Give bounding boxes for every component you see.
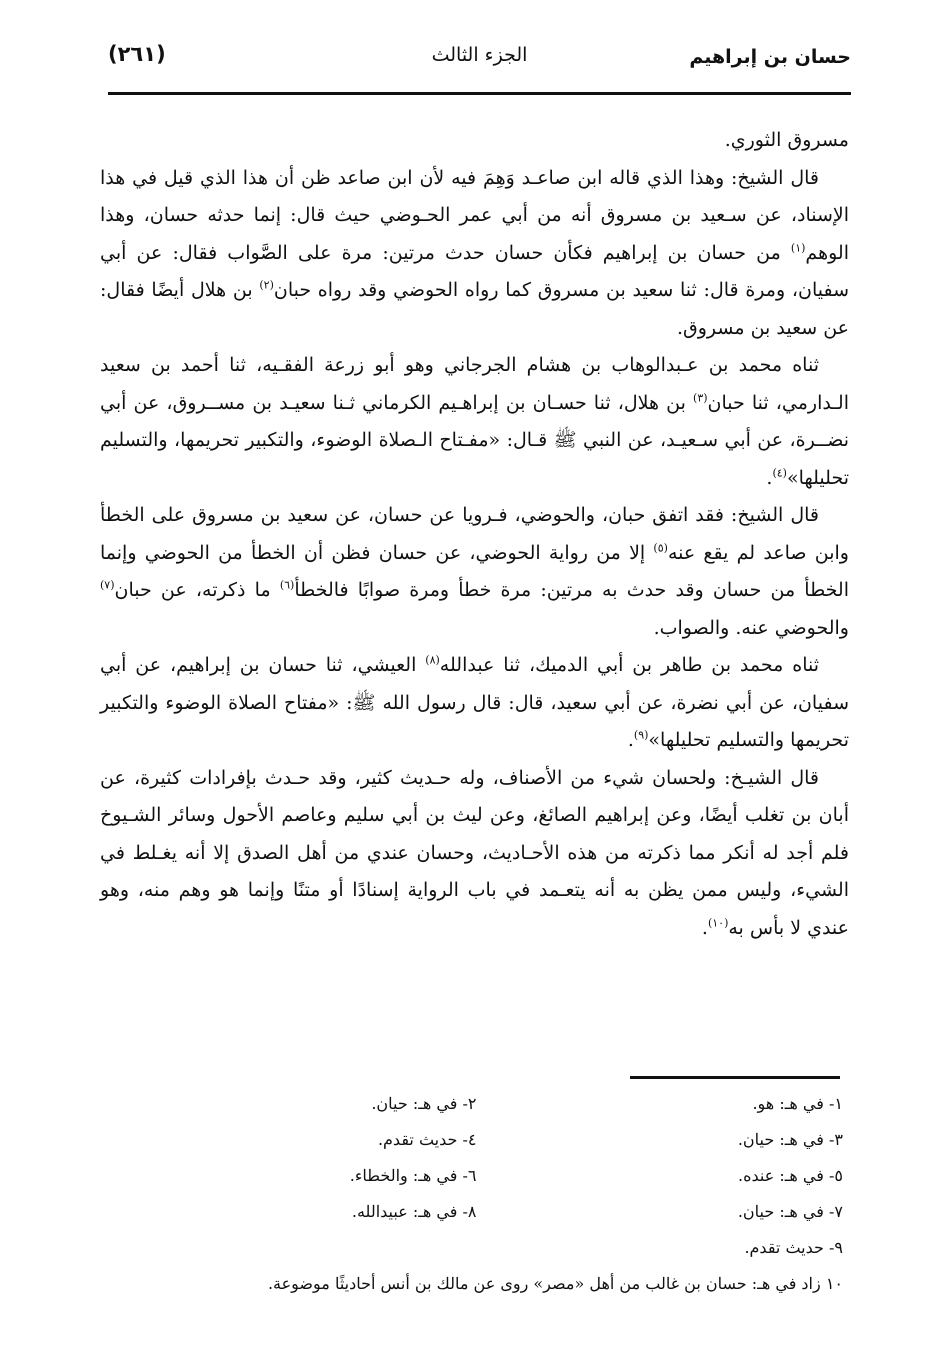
footnote-item: ٤- حديث تقدم. [377, 1130, 477, 1149]
paragraph [100, 160, 849, 348]
footnote-ref: (٢) [259, 278, 274, 292]
paragraph-text: . [627, 729, 634, 751]
paragraph-text: إلا من رواية الحوضي، عن حسان فظن أن الخطأ من الحوضي وإنما الخطأ من حسان وقد حدث به مرتين: مرة خطأ ومرة صوابًا فالخطأ [100, 541, 850, 601]
footnote-item: ٧- في هـ: حيان. [737, 1202, 843, 1221]
footnote-grid [110, 1092, 843, 1224]
paragraph-text: ما ذكرته، عن حبان [114, 579, 271, 601]
footnote-ref: (١٠) [707, 916, 729, 930]
page-number: (٢٦١) [108, 42, 166, 66]
running-title: حسان بن إبراهيم [689, 46, 851, 68]
paragraph-text: من حسان بن إبراهيم فكأن حسان حدث مرتين: مرة على الصَّواب فقال: عن أبي سفيان، ومرة قال: ثنا سعيد بن مسروق كما رواه الحوضي وقد رواه حبان [100, 241, 849, 301]
footnote-ref: (١) [790, 241, 806, 255]
main-text [100, 122, 849, 947]
footnote-item: ٥- في هـ: عنده. [738, 1166, 843, 1185]
footnote-item: ٨- في هـ: عبيدالله. [351, 1202, 477, 1221]
footnote-ref: (٨) [425, 653, 440, 667]
footnote-ref: (٣) [693, 391, 708, 405]
paragraph-text: ثناه محمد بن عـبدالوهاب بن هشام الجرجاني وهو أبو زرعة الفقـيه، ثنا أحمد بن سعيد الـدارمي، ثنا حبان [100, 354, 849, 414]
footnote-item: ٢- في هـ: حيان. [371, 1094, 477, 1113]
paragraph-text: . [701, 916, 708, 939]
footnote-item: ١- في هـ: هو. [752, 1094, 843, 1113]
paragraph [100, 122, 849, 160]
paragraph-text: قال الشيخ: وهذا الذي قاله ابن صاعـد وَهِمَ فيه لأن ابن صاعد ظن أن هذا الذي قيل في هذا الإسناد، عن سـعيد بن مسروق أنه من أبي عمر الحـوضي حيث قال: إنما حدثه حسان، وهذا الوهم [100, 166, 849, 264]
footnote-item: ١٠ زاد في هـ: حسان بن غالب من أهل «مصر» روى عن مالك بن أنس أحاديثًا موضوعة. [267, 1274, 843, 1293]
paragraph [100, 497, 849, 647]
paragraph-text: . [766, 466, 773, 489]
footnote-ref: (٤) [772, 466, 787, 480]
paragraph [100, 760, 849, 948]
paragraph-text: قال الشيخ: فقد اتفق حبان، والحوضي، فـرويا عن حسان، عن سعيد بن مسروق على الخطأ وابن صاعد لم يقع عنه [100, 504, 849, 564]
footnote-ref: (٦) [279, 578, 295, 592]
volume-label: الجزء الثالث [431, 44, 528, 66]
footnote-ref: (٩) [633, 728, 649, 742]
header-rule [108, 92, 851, 95]
paragraph-text: والحوضي عنه. والصواب. [653, 616, 849, 639]
paragraph [100, 347, 849, 497]
paragraph-text: ثناه محمد بن طاهر بن أبي الدميك، ثنا عبدالله [439, 654, 820, 676]
footnote-rule [630, 1076, 840, 1079]
footnote-item: ٦- في هـ: والخطاء. [349, 1166, 477, 1185]
paragraph-text: العيشي، ثنا حسان بن إبراهيم، عن أبي سفيان، عن أبي نضرة، عن أبي سعيد، قال: قال رسول الله ﷺ: «مفتاح الصلاة الوضوء والتكبير تحريمها والتسليم تحليلها» [100, 654, 849, 751]
footnote-ref: (٧) [100, 578, 115, 592]
paragraph-text: بن هلال أيضًا فقال: عن سعيد بن مسروق. [100, 279, 849, 339]
paragraph-text: مسروق الثوري. [724, 129, 849, 151]
paragraph-text: قال الشيـخ: ولحسان شيء من الأصناف، وله حـديث كثير، وقد حـدث بإفرادات كثيرة، عن أبان بن تغلب أيضًا، وعن إبراهيم الصائغ، وعن ليث بن أبي سليم وعاصم الأحول وسائر الشـيوخ فلم أجد له أنكر مما ذكرته من هذه الأحـاديث، وحسان عندي من أهل الصدق إلا أنه يغـلط في الشيء، وليس ممن يظن به أنه يتعـمد في باب الرواية إسنادًا أو متنًا وإنما هو وهم منه، وهو عندي لا بأس به [100, 766, 849, 939]
footnote-item: ٣- في هـ: حيان. [737, 1130, 843, 1149]
footnote-item: ٩- حديث تقدم. [744, 1238, 843, 1257]
paragraph-text: بن هلال، ثنا حسـان بن إبراهـيم الكرماني ثـنا سعيـد بن مســروق، عن أبي نضــرة، عن أبي سـعيـد، عن النبي ﷺ قـال: «مفـتاح الـصلاة الوضوء، والتكبير تحريمها، والتسليم تحليلها» [100, 391, 849, 489]
footnote-ref: (٥) [653, 541, 668, 555]
page-header [108, 32, 851, 92]
paragraph [100, 647, 849, 760]
footnotes [110, 1092, 843, 1296]
